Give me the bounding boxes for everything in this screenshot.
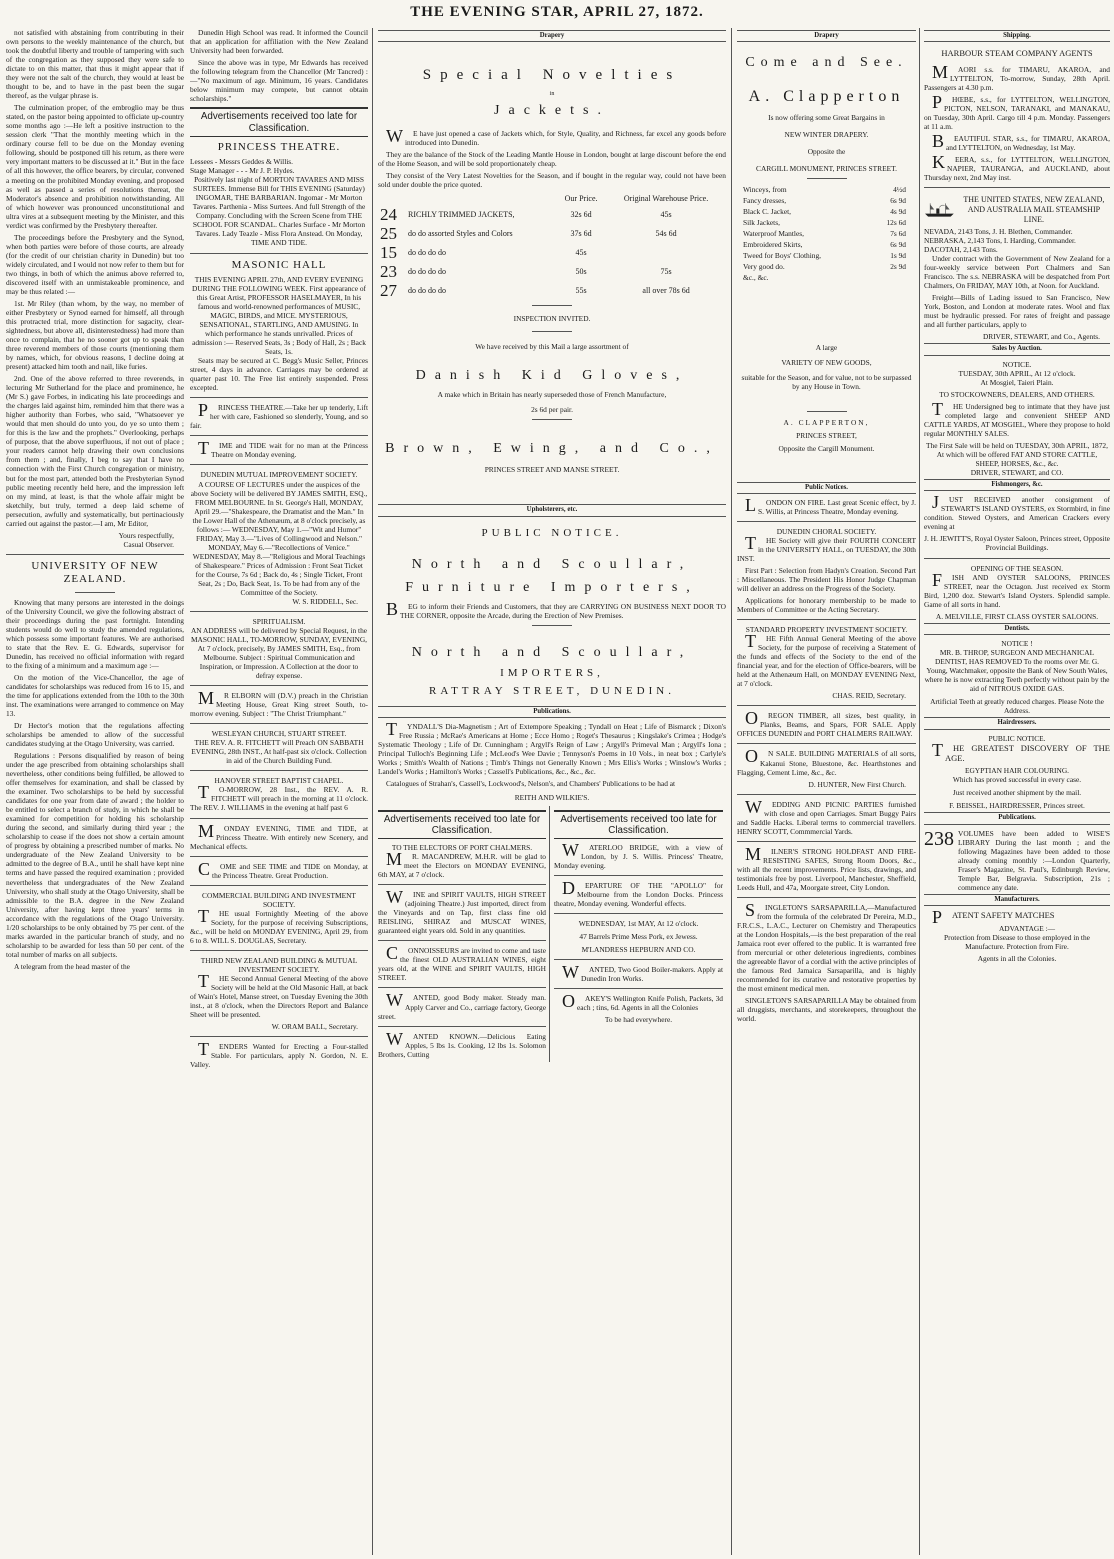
ad-line: At Mosgiel, Taieri Plain. <box>980 377 1054 387</box>
ad-body: THIS EVENING APRIL 27th, AND EVERY EVENING DURING THE FOLLOWING WEEK. First appearance of this Great Artist, PROFESSOR HASELMAYER, In his famous and world-renowned performances of MUSIC, MAGIC, BIRDS, and MICE. MYSTERIOUS, SENSATIONAL, STARTLING, AND AMUSING. In which performance he stands unrivalled. Prices of admission :— Reserved Seats, 3s ; Body of Hall, 2s ; Back Seats, 1s. <box>192 274 366 357</box>
item-price: 7s 6d <box>890 229 906 239</box>
ad-title: NOTICE ! <box>1001 638 1033 648</box>
divider <box>190 818 368 819</box>
ad-title: DUNEDIN CHORAL SOCIETY. <box>776 526 877 536</box>
divider <box>532 625 572 626</box>
article-paragraph: Dunedin High School was read. It informed the Council that an application for affiliation with the New Zealand University had been forwarded. <box>190 28 368 56</box>
ad-body: Applications for honorary membership to be made to Members of Committee or the Acting Secretary. <box>737 596 916 615</box>
qty: 27 <box>380 280 397 300</box>
ad-line: EGYPTIAN HAIR COLOURING. <box>964 766 1070 776</box>
article-paragraph: On the motion of the Vice-Chancellor, the age of candidates for scholarships was reduced from 16 to 15, and the time for applications extended from the 10th to the 30th inst. The examinations were arranged to commence on May 13. <box>6 672 184 718</box>
ad-body: THE Second Annual General Meeting of the above Society will be held at the Old Masonic Hall, at back of Wain's Hotel, Manse street, on Tuesday Evening the 30th inst., at 8 o'clock, when the Directors Report and Balance Sheet will be presented. <box>190 970 368 1020</box>
category-header: Upholsterers, etc. <box>378 504 726 516</box>
ad-display-title: A. Clapperton <box>748 88 905 106</box>
ad-display-title: North and Scoullar, <box>411 645 693 661</box>
adv-right <box>554 806 726 1062</box>
ad-signature: A. CLAPPERTON, <box>783 418 870 428</box>
ad-line: PRINCES STREET AND MANSE STREET. <box>484 465 620 475</box>
ad-title: HARBOUR STEAM COMPANY AGENTS <box>941 48 1093 59</box>
ad-title: PRINCESS THEATRE. <box>217 140 341 153</box>
item-price: 4s 9d <box>890 207 906 217</box>
category-header: Publications. <box>924 812 1110 824</box>
item: do do do do <box>408 285 446 295</box>
section-header: Advertisements received too late for Classification. <box>554 810 723 840</box>
ad-title: DUNEDIN MUTUAL IMPROVEMENT SOCIETY. <box>200 470 358 480</box>
ad-display-title: in <box>549 90 555 97</box>
ad-line: VARIETY OF NEW GOODS, <box>781 358 872 368</box>
article-paragraph: Knowing that many persons are interested in the doings of the University Council, we give the following abstract of their proceedings during the past fortnight. Intending students would do well to study the amended regulations, which possess some important features. We are authorised to state that the Rev. E. G. Edwards, supervisor for Dunedin, has received no official information with regard to the fixing of a minimum and a maximum age :— <box>6 597 184 670</box>
orig-price: 45s <box>660 209 672 219</box>
ad-signature: CHAS. REID, Secretary. <box>832 691 906 701</box>
divider <box>190 435 368 436</box>
category-header: Drapery <box>378 30 726 42</box>
item-price: 6s 9d <box>890 196 906 206</box>
divider <box>190 950 368 951</box>
divider <box>190 723 368 724</box>
divider <box>190 611 368 612</box>
orig-price: 75s <box>660 266 672 276</box>
letter-paragraph: The proceedings before the Presbytery and the Synod, when both parties were before of those courts, are already (for the credit of our christian charity in Dunedin) but too widely circulated, and I would not now refer to them but for two things, in both of which the animus above referred to, discovered itself with an unmistakeable prominence, and may be thus related :— <box>6 232 184 296</box>
category-header: Dentists. <box>924 623 1110 635</box>
list-item <box>737 184 916 195</box>
item: RICHLY TRIMMED JACKETS, <box>408 209 515 219</box>
ad-body: PRINCESS THEATRE.—Take her up tenderly, Lift her with care, Fashioned so slenderly, Young, and so fair. <box>190 400 368 431</box>
ad-body: KEERA, s.s., for LYTTELTON, WELLINGTON, NAPIER, TAURANGA, and AUCKLAND, about Thursday next, 2nd May inst. <box>924 151 1110 182</box>
divider <box>737 619 916 620</box>
item-price: 4½d <box>893 185 906 194</box>
ad-line: A make which in Britain has nearly superseded those of French Manufacture, <box>437 390 667 400</box>
ad-body: A COURSE OF LECTURES under the auspices of the above Society will be delivered BY JAMES SMITH, ESQ., FROM MELBOURNE. In St. George's Hall, MONDAY, April 29.—"Shakespeare, the Dramatist and the Man." In the Lower Hall of the Athenæum, at 8 o'clock precisely, as follows :— WEDNESDAY, May 1.—"Wit and Humor" FRIDAY, May 3.—"Lives of Collingwood and Nelson." MONDAY, May 6.—"Recollections of Venice." WEDNESDAY, May 8.—"Religious and Moral Teachings of Shakespeare." Prices of Admission : Front Seat Ticket for the Course, 7s 6d ; Back do, 4s ; Single Ticket, Front Seat, 2s ; Do, Back Seat, 1s. To be had from any of the Committee of the Society. <box>190 479 368 597</box>
steamship-icon <box>924 195 955 225</box>
ad-body: WEDDING AND PICNIC PARTIES furnished with close and open Carriages. Smart Buggy Pairs and Saddle Hacks. Liberal terms to commercial travellers. HENRY SCOTT, Commmercial Yards. <box>737 796 916 836</box>
ad-line: TUESDAY, 30th APRIL, At 12 o'clock. <box>958 368 1076 378</box>
ad-line: Lessees - Messrs Geddes & Willis. <box>190 157 294 167</box>
letter-paragraph: The culmination proper, of the embroglio may be thus stated, on the pastor being appointed to officiate up-country some months ago :—He left a positive instruction to the session clerk "That the monthly meeting which in the ordinary course fell to be due on the Monday evening following, should be postponed till his return, as there were very important matters to be discussed at it." But in the face of all this however, the office bearers, by circular, convened a meeting on the prohibited Monday evening, and proposed as well as passed a series of resolutions thereat, the Moderator's absence and prohibition notwithstanding. All of which however was pronounced unconstitutional and ultra vires at a subsequent meeting by the Minister, and this verdict was confirmed by the Presbytery thereafter. <box>6 103 184 230</box>
ad-body: CONNOISSEURS are invited to come and taste the finest OLD AUSTRALIAN WINES, eight years old, at the WINE and SPIRIT VAULTS, HIGH STREET. <box>378 943 546 983</box>
letter-signoff: Yours respectfully, <box>118 530 174 540</box>
ad-body: WANTED, good Body maker. Steady man. Apply Carver and Co., carriage factory, George street. <box>378 990 546 1021</box>
ad-body: SINGLETON'S SARSAPARILLA May be obtained from all druggists, merchants, and storekeepers, throughout the world. <box>737 996 916 1024</box>
ad-signature: DRIVER, STEWART, and CO. <box>970 468 1064 478</box>
ad-body: WATERLOO BRIDGE, with a view of London, by J. S. Willis. Princess' Theatre, Monday evening. <box>554 840 723 871</box>
divider <box>737 705 916 706</box>
ad-line: Stage Manager - - - Mr J. P. Hydes. <box>190 166 295 176</box>
ad-signature: F. BEISSEL, HAIRDRESSER, Princes street. <box>949 801 1085 811</box>
category-header: Shipping. <box>924 30 1110 42</box>
ad-body: MONDAY EVENING, TIME and TIDE, at Princess Theatre. With entirely new Scenery, and Mechanical effects. <box>190 820 368 851</box>
ad-body: VOLUMES have been added to WISE'S LIBRARY During the last month ; and the following Magazines have been added to those already coming monthly :—London Quarterly, Fraser's Magazine, St. Paul's, Edinburgh Review, Temple Bar, Belgravia. Subscription, 21s ; commence any date. <box>958 828 1110 892</box>
ad-line: A large <box>815 343 838 353</box>
ad-body: They are the balance of the Stock of the Leading Mantle House in London, bought at large discount before the end of the Home Season, and will be sold proportionately cheap. <box>378 150 726 169</box>
divider <box>378 940 546 941</box>
ad-body: TO-MORROW, 28 Inst., the REV. A. R. FITCHETT will preach in the morning at 11 o'clock. The REV. J. WILLIAMS in the evening at half past 6 <box>190 782 368 813</box>
ad-body: SINGLETON'S SARSAPARILLA,—Manufactured from the formula of the celebrated Dr Pereira, M.D., F.R.C.S., L.A.C., Lecturer on Chemistry and Therapeutics at the London Hospitals,—is the best preparation of the real Jamaica root ever offered to the public. It is warranted free from mercurial or other deleterious ingredients, combines the agreeable flavor of a cordial with the active principles of the famous Red Jamaica Sarsaparilla, and is highly recommended for its curative and restorative properties by the most eminent medical men. <box>737 899 916 994</box>
ad-body: MR. B. THROP, SURGEON AND MECHANICAL DENTIST, HAS REMOVED To the rooms over Mr. G. Young, Watchmaker, opposite the Bank of New South Wales, where he is now extracting Teeth perfectly without pain by the aid of NITROUS OXIDE GAS. <box>924 648 1110 694</box>
ad-display-title: Furniture Importers, <box>405 579 699 595</box>
table-row <box>378 281 726 300</box>
section-header: Advertisements received too late for Classification. <box>378 810 546 840</box>
divider <box>737 521 916 522</box>
ad-title: STANDARD PROPERTY INVESTMENT SOCIETY. <box>745 625 908 635</box>
ad-body: THE usual Fortnightly Meeting of the above Society, for the purpose of receiving Subscriptions, &c., will be held on MONDAY EVENING, April 29, from 6 to 8. WILL S. DOUGLAS, Secretary. <box>190 905 368 945</box>
table-row <box>378 262 726 281</box>
price-list <box>737 184 916 283</box>
ad-line: 2s 6d per pair. <box>531 405 573 415</box>
ad-display-title: Danish Kid Gloves, <box>415 367 689 383</box>
ad-body: TIME and TIDE wait for no man at the Princess Theatre on Monday evening. <box>198 438 368 460</box>
ad-body: THE REV. A. R. FITCHETT will Preach ON SABBATH EVENING, 28th INST., At half-past six o'clock. Collection in aid of the Church Building Fund. <box>191 738 367 766</box>
table-row <box>378 205 726 224</box>
list-item <box>737 272 916 283</box>
ad-body: They consist of the Very Latest Novelties for the Season, and if bought in the regular way, could not have been sold under double the price quoted. <box>378 171 726 190</box>
letter-paragraph: 1st. Mr Riley (than whom, by the way, no member of either Presbytery or Synod earned for himself, all through this protracted trial, more distinction for sagacity, clear-sightedness, but above all, disinterestedness) had more than once to complain, that he no sooner got up to speak than three reverend members of those courts (mentioning them by names, which, for obvious reasons, I decline doing at present) attacked him tooth and nail, like furies. <box>6 298 184 372</box>
ad-body: DEPARTURE OF THE "APOLLO" for Melbourne from the London Docks. Princess theatre, Monday evening. Wonderful effects. <box>554 878 723 909</box>
ad-body: LONDON ON FIRE. Last great Scenic effect, by J. S. Willis, at Princess Theatre, Monday evening. <box>745 494 916 516</box>
ad-body: COME and SEE TIME and TIDE on Monday, at the Princess Theatre. Great Production. <box>198 858 368 880</box>
table-row <box>378 243 726 262</box>
ad-body: FISH AND OYSTER SALOONS, PRINCES STREET, near the Octagon. Just received ex Storm Bird, 1,200 doz. Stewart's Island Oysters. Splendid sample. Game of all sorts in hand. <box>924 569 1110 609</box>
divider <box>554 875 723 876</box>
ad-body: OREGON TIMBER, all sizes, best quality, in Planks, Beams, and Spars, FOR SALE. Apply OFFICES DUNEDIN and PORT CHALMERS RAILWAY. <box>737 708 916 739</box>
ad-title: THE GREATEST DISCOVERY OF THE AGE. <box>932 739 1110 763</box>
our-price: 50s <box>575 266 587 276</box>
ad-title: MASONIC HALL <box>231 258 327 271</box>
item-name: Embroidered Skirts, <box>743 240 803 250</box>
ad-signature: M'LANDRESS HEPBURN AND CO. <box>581 945 696 955</box>
orig-price: all over 78s 6d <box>642 285 690 295</box>
item-price: 6s 9d <box>890 240 906 250</box>
orig-price <box>606 243 726 262</box>
ad-body: MAORI s.s. for TIMARU, AKAROA, and LYTTELTON, To-morrow, Sunday, 28th April. Passengers at 4.30 p.m. <box>924 61 1110 92</box>
ad-body: JUST RECEIVED another consignment of STEWART'S ISLAND OYSTERS, ex Stormbird, in fine condition. Stewed Oysters, and American Crackers every evening at <box>924 492 1110 532</box>
ad-display-title: Special Novelties <box>422 67 682 84</box>
divider <box>554 988 723 989</box>
category-header: Public Notices. <box>737 482 916 494</box>
our-price: 32s 6d <box>570 209 592 219</box>
ad-line: Opposite the <box>807 146 846 156</box>
divider <box>75 592 115 593</box>
qty: 23 <box>380 261 397 281</box>
ad-body: AN ADDRESS will be delivered by Special Request, in the MASONIC HALL, TO-MORROW, SUNDAY, EVENING, At 7 o'clock, precisely, By JAMES SMITH, Esq., from Melbourne. Subject : Spiritual Communication and Inspiration, or Impression. A Collection at the door to defray expense. <box>190 625 368 681</box>
ad-body: WE have just opened a case of Jackets which, for Style, Quality, and Richness, far excel any goods before introduced into Dunedin. <box>386 125 726 147</box>
item-name: Silk Jackets, <box>743 218 780 228</box>
column-2 <box>190 28 368 1555</box>
ad-signature: W. ORAM BALL, Secretary. <box>271 1022 358 1032</box>
item-name: Waterproof Mantles, <box>743 229 804 239</box>
ad-body: Freight—Bills of Lading issued to San Francisco, New York, Boston, and London at moderate rates. Wool and flax must be hydraulic pressed. For rates of freight and passage and all further particulars, apply to <box>924 293 1110 330</box>
divider <box>190 770 368 771</box>
ad-line: Just received another shipment by the mail. <box>952 788 1082 798</box>
column-3 <box>372 28 732 1555</box>
ad-display-title: Brown, Ewing, and Co., <box>385 441 719 457</box>
list-item <box>737 217 916 228</box>
column-1 <box>6 28 184 1555</box>
divider <box>378 884 546 885</box>
ad-title: TO THE ELECTORS OF PORT CHALMERS. <box>391 843 533 853</box>
article-paragraph: A telegram from the head master of the <box>14 961 130 971</box>
ad-line: We have received by this Mail a large assortment of <box>475 341 629 351</box>
ad-body: THE Society will give their FOURTH CONCERT in the UNIVERSITY HALL, on TUESDAY, the 30th INST. <box>737 532 916 563</box>
volumes-count: 238 <box>924 827 954 850</box>
adv-columns <box>378 806 726 1062</box>
table-row <box>378 224 726 243</box>
divider <box>807 178 847 179</box>
ad-signature: DRIVER, STEWART, and Co., Agents. <box>982 332 1100 342</box>
category-header: Manufacturers. <box>924 894 1110 906</box>
ad-body: OAKEY'S Wellington Knife Polish, Packets, 3d each ; tins, 6d. Agents in all the Colonies <box>562 991 723 1013</box>
item-price: 2s 9d <box>890 262 906 272</box>
ad-body: Catalogues of Strahan's, Cassell's, Lockwood's, Nelson's, and Chambers' Publications to be had at <box>386 779 676 789</box>
list-item <box>737 239 916 250</box>
category-header: Drapery <box>737 30 916 42</box>
ad-line: PRINCES STREET, <box>796 431 857 441</box>
category-header: Sales by Auction. <box>924 343 1110 355</box>
ad-body: First Part : Selection from Hadyn's Creation. Second Part : Miscellaneous. The President His Honor Judge Chapman will deliver an address on the Progress of the Society. <box>737 565 916 594</box>
item: do do do do <box>408 266 446 276</box>
list-item <box>737 250 916 261</box>
item-price: 1s 9d <box>890 251 906 261</box>
divider <box>190 685 368 686</box>
item-name: Tweed for Boys' Clothing, <box>743 251 821 261</box>
list-item <box>737 261 916 272</box>
divider <box>190 464 368 465</box>
our-price: 37s 6d <box>570 228 592 238</box>
ad-body: MR ELBORN will (D.V.) preach in the Christian Meeting House, Great King street South, to-morrow evening. Subject : "The Christ Triumphant." <box>190 688 368 719</box>
ad-title: NOTICE. <box>1002 359 1032 369</box>
ad-display-title: Come and See. <box>745 55 908 71</box>
category-header: Hairdressers. <box>924 717 1110 729</box>
ad-title: PUBLIC NOTICE. <box>481 526 623 539</box>
ad-body: BEG to inform their Friends and Customers, that they are CARRYING ON BUSINESS NEXT DOOR TO THE CORNER, opposite the Arcade, during the Erection of New Premises. <box>386 599 726 621</box>
ad-line: Opposite the Cargill Monument. <box>778 444 875 454</box>
ad-line: Which has proved successful in every case. <box>952 775 1082 785</box>
item-name: Fancy dresses, <box>743 196 787 206</box>
divider <box>532 305 572 306</box>
ad-title: PATENT SAFETY MATCHES <box>932 907 1055 928</box>
ad-line: INSPECTION INVITED. <box>513 313 591 323</box>
adv-left <box>378 806 550 1062</box>
ad-line: To be had everywhere. <box>604 1015 673 1025</box>
divider <box>190 253 368 254</box>
ad-line: ADVANTAGE :— <box>998 923 1056 933</box>
ad-body: THE Fifth Annual General Meeting of the above Society, for the purpose of receiving a Statement of the funds and effects of the Society to the end of the financial year, and for the election of Office-bearers, will be held at the Athenæum Hall, on MONDAY EVENING Next, at 7 o'clock. <box>737 631 916 689</box>
price-header: Our Price. <box>564 194 598 204</box>
divider <box>190 885 368 886</box>
divider <box>554 959 723 960</box>
ad-signature: J. H. JEWITT'S, Royal Oyster Saloon, Princes street, Opposite Provincial Buildings. <box>924 534 1110 553</box>
article-paragraph: Since the above was in type, Mr Edwards has received the following telegram from the Chancellor (Mr Tancred) :—"No maximum of age. Minimum, 16 years. Candidates below minimum may compete, but cannot obtain scholarships." <box>190 58 368 104</box>
ad-title: TO STOCKOWNERS, DEALERS, AND OTHERS. <box>939 389 1095 399</box>
divider <box>924 187 1110 188</box>
divider <box>190 856 368 857</box>
ad-body: THE Undersigned beg to intimate that they have just completed large and convenient SHEEP AND CATTLE YARDS, AT MOSGIEL, Where they propose to hold regular MONTHLY SALES. <box>924 398 1110 438</box>
ad-body: WANTED, Two Good Boiler-makers. Apply at Dunedin Iron Works. <box>562 962 723 984</box>
category-header: Fishmongers, &c. <box>924 479 1110 491</box>
ad-line: Is now offering some Great Bargains in <box>768 112 885 122</box>
ad-body: Protection from Disease to those employed in the Manufacture. Protection from Fire. <box>944 932 1090 951</box>
divider <box>532 419 572 420</box>
price-header: Original Warehouse Price. <box>623 194 709 204</box>
ad-signature: REITH AND WILKIE'S. <box>514 792 590 802</box>
divider <box>378 1026 546 1027</box>
item-name: Very good do. <box>743 262 785 272</box>
divider <box>190 397 368 398</box>
divider <box>737 841 916 842</box>
ad-line: Agents in all the Colonies. <box>977 953 1057 963</box>
ad-body: The First Sale will be held on TUESDAY, 30th APRIL, 1872, At which will be offered FAT AND STORE CATTLE, SHEEP, HORSES, &c., &c. <box>926 440 1108 468</box>
category-header: Publications. <box>378 706 726 718</box>
ad-body: ON SALE. BUILDING MATERIALS of all sorts, Kakanui Stone, Bluestone, &c. Hearthstones and Flagging, Cement Lime, &c., &c. <box>737 746 916 777</box>
divider <box>6 554 184 555</box>
ad-body: WANTED KNOWN.—Delicious Eating Apples, 5 lbs 1s. Cooking, 12 lbs 1s. Solomon Brothers, Cutting <box>378 1028 546 1059</box>
article-paragraph: Regulations : Persons disqualified by reason of being under the age prescribed from obtaining scholarships shall nevertheless, other conditions being fulfilled, be allowed to offer themselves for examination, and shall be classed by the examiner. Two scholarships to be held by successful candidates for one year from date of award ; the holder to be entitled to select a branch of study, in which he shall be examined for competition for holding his scholarship during the second, and similarly during third year ; the scholarship to cease if the does not show a certain amount of progress by obtaining a prescribed number of marks. No undergraduate of the New Zealand University to be admitted to the degree of B.A., until he shall have kept nine terms and have passed the required examination ; provided nevertheless that undergraduates of the New Zealand University, who shall study at the Otago University, shall be admissible to the B.A. degree in the New Zealand University, after having kept three years' terms in accordance with the regulations of the Otago University. 1/20 scholarships to be only obtained by 75 per cent. of the marks awarded in the particular branch of study, and no scholarship to be awarded for less than 50 per cent. of the total number of marks on all subjects. <box>6 751 184 959</box>
ad-body: BEAUTIFUL STAR, s.s., for TIMARU, AKAROA, and LYTTELTON, on Wednesday, 1st May. <box>932 130 1110 152</box>
ad-body: MILNER'S STRONG HOLDFAST AND FIRE-RESISTING SAFES, Strong Room Doors, &c., with all the recent improvements. Price lists, drawings, and testimonials free by post. Liverpool, Manchester, Sheffield, Leeds Hull, and 47a, Moorgate street, City London. <box>737 843 916 892</box>
qty: 24 <box>380 204 397 224</box>
ad-title: COMMERCIAL BUILDING AND INVESTMENT SOCIETY. <box>202 890 356 909</box>
letter-paragraph: 2nd. One of the above referred to three reverends, in lecturing Mr Sutherland for the place and prominence, he (Mr S.) gave Forbes, in indicating his late proceedings and the charges laid against him, reminded him that there was a higher authority than Forbes, who said, "Whatsoever ye would that men should do unto you, do ye so unto them ; for this is the law and the prophets." Overlooking, perhaps of purpose, that the above superfluous, if not out of place ; your readers cannot help drawing their own conclusions from them ; and, finally, I beg to say that I have no connection with the First Church congregation or ministry, but for the most part, attended both the Presbyterian Synod public meeting recently held here, and the impression left on my mind, at least, is that the whole affair might be sketchily, but truly, termed a deep laid scheme of persecution, awfully and systematically, but pertinaciously carried out against the pastor.—I am, Mr Editor, <box>6 374 184 528</box>
divider <box>554 913 723 914</box>
divider <box>378 987 546 988</box>
ad-line: WEDNESDAY, 1st MAY, At 12 o'clock. <box>578 919 699 929</box>
article-paragraph: Dr Hector's motion that the regulations affecting scholarships be amended to allow of the successful candidates studying at the Otago University, was carried. <box>6 720 184 749</box>
price-table <box>378 193 726 300</box>
divider <box>737 897 916 898</box>
ad-line: DACOTAH, 2,143 Tons. <box>924 245 998 255</box>
our-price: 55s <box>575 285 587 295</box>
ad-title: HANOVER STREET BAPTIST CHAPEL. <box>214 776 344 786</box>
ad-line: 47 Barrels Prime Mess Pork, ex Jewess. <box>579 932 698 942</box>
ad-title: SPIRITUALISM. <box>252 616 306 626</box>
ad-title: OPENING OF THE SEASON. <box>970 563 1064 573</box>
ad-signature: A. MELVILLE, FIRST CLASS OYSTER SALOONS. <box>935 611 1099 621</box>
divider <box>807 411 847 412</box>
orig-price: 54s 6d <box>655 228 677 238</box>
column-4 <box>737 28 920 1555</box>
ad-title: THIRD NEW ZEALAND BUILDING & MUTUAL INVESTMENT SOCIETY. <box>200 955 358 974</box>
letter-signature: Casual Observer. <box>123 539 174 549</box>
item-name: Winceys, from <box>743 185 787 194</box>
list-item <box>737 206 916 217</box>
item-name: Black C. Jacket, <box>743 207 792 217</box>
ad-display-title: North and Scoullar, <box>411 556 693 572</box>
ad-line: NEVADA, 2143 Tons, J. H. Blethen, Commander. <box>924 227 1073 237</box>
ad-line: CARGILL MONUMENT, PRINCES STREET. <box>756 163 897 173</box>
article-title: UNIVERSITY OF NEW ZEALAND. <box>31 559 159 586</box>
ad-body: WINE and SPIRIT VAULTS, HIGH STREET (adjoining Theatre.) Just imported, direct from the Vineyards and on Tap, first class fine old REISLING, SHIRAZ and MUSCAT WINES, guaranteed eight years old. Sold in any quantities. <box>378 887 546 936</box>
ad-title: PUBLIC NOTICE. <box>988 733 1046 743</box>
ad-line: RATTRAY STREET, DUNEDIN. <box>429 684 675 697</box>
ad-body: PHŒBE, s.s., for LYTTELTON, WELLINGTON, PICTON, NELSON, TARANAKI, and MANAKAU, on Tuesday, 30th April. Cargo till 4 p.m. Monday. Passengers at 11 a.m. <box>924 91 1110 131</box>
item: do do do do <box>408 247 446 257</box>
item-price: 12s 6d <box>886 218 906 228</box>
ad-line: NEW WINTER DRAPERY. <box>784 129 869 139</box>
list-item <box>737 228 916 239</box>
qty: 15 <box>380 242 397 262</box>
letter-paragraph: not satisfied with abstaining from contributing in their own persons to the weekly maintenance of the church, but took the doubtful liberty and trouble of tampering with such of the congregation as they supposed they were safe to dictate to on this matter, that thus it might appear that if they were not the salt of the church, they would at least be thought to be, and to have in the past been the sugar thereof, as the vulgar phrase is. <box>6 28 184 101</box>
item: do do assorted Styles and Colors <box>408 228 513 238</box>
ad-body: Under contract with the Government of New Zealand for a four-weekly service between Port Chalmers and San Francisco. The s.s. NEBRASKA will be despatched from Port Chalmers, On FRIDAY, MAY 10th, at Noon. for Auckland. <box>924 254 1110 291</box>
ad-line: suitable for the Season, and for value, not to be surpassed by any House in Town. <box>741 373 912 392</box>
divider <box>532 331 572 332</box>
list-item <box>737 195 916 206</box>
ad-body: MR. MACANDREW, M.H.R. will be glad to meet the Electors on MONDAY EVENING, 6th MAY, at 7 o'clock. <box>378 849 546 880</box>
qty: 25 <box>380 223 397 243</box>
divider <box>737 794 916 795</box>
section-header: Advertisements received too late for Classification. <box>190 107 368 137</box>
ad-line: IMPORTERS, <box>500 667 604 680</box>
ad-signature: D. HUNTER, New First Church. <box>808 779 906 789</box>
ad-line: Artificial Teeth at greatly reduced charges. Please Note the Address. <box>930 697 1104 716</box>
ad-title: WESLEYAN CHURCH, STUART STREET. <box>211 729 347 739</box>
ad-title: THE UNITED STATES, NEW ZEALAND, AND AUSTRALIA MAIL STEAMSHIP LINE. <box>963 195 1105 224</box>
masthead: THE EVENING STAR, APRIL 27, 1872. <box>410 4 704 20</box>
divider <box>737 743 916 744</box>
ad-display-title: Jackets. <box>494 102 610 118</box>
column-5 <box>924 28 1110 1555</box>
ad-body: Seats may be secured at C. Begg's Music Seller, Princes street, 4 days in advance. Carriages may be ordered at quarter past 10. The Free list entirely suspended. Press excepted. <box>190 356 368 393</box>
divider <box>924 558 1110 559</box>
divider <box>190 1036 368 1037</box>
ad-signature: W. S. RIDDELL, Sec. <box>292 596 358 606</box>
ad-line: NEBRASKA, 2,143 Tons, I. Harding, Commander. <box>924 236 1076 246</box>
ad-body: TYNDALL'S Dia-Magnetism ; Art of Extempore Speaking ; Tyndall on Heat ; Life of Bismarck ; Dixon's Free Russia ; McRae's Americans at Home ; Ecce Homo ; Roget's Thesaurus ; Kingslake's Crimea ; Hodge's Systematic Theology ; Life of Dr. Cunningham ; Argyll's Reign of Law ; Argyll's Primeval Man ; Argyll's Iona ; Principal Tulloch's Beginning Life ; McLeod's Wee Davie ; Tennyson's Poems in 10 Vols., in neat box ; Carlyle's Works ; Smith's Wealth of Nations ; Timb's Things not Generally Known ; Mrs Ellis's Works ; Winslow's Works ; Landel's Works ; Hamilton's Works ; Cassell's Publications, &c., &c., &c. <box>378 719 726 777</box>
ad-body: Positively last night of MORTON TAVARES AND MISS SURTEES. Immense Bill for THIS EVENING (Saturday) INGOMAR, THE BARBARIAN. Ingomar - Mr Morton Tavares. Parthenia - Miss Surtees. And full Strength of the Company. Concluding with the Screen Scene from THE SCHOOL FOR SCANDAL. Charles Surface - Mr Morton Tavares. Lady Teazle - Miss Flora Anstead. On Monday, TIME AND TIDE. <box>192 175 366 248</box>
our-price: 45s <box>575 247 587 257</box>
ad-body: TENDERS Wanted for Erecting a Four-stalled Stable. For particulars, apply N. Gordon, N. E. Valley. <box>190 1039 368 1070</box>
item-name: &c., &c. <box>743 273 769 283</box>
